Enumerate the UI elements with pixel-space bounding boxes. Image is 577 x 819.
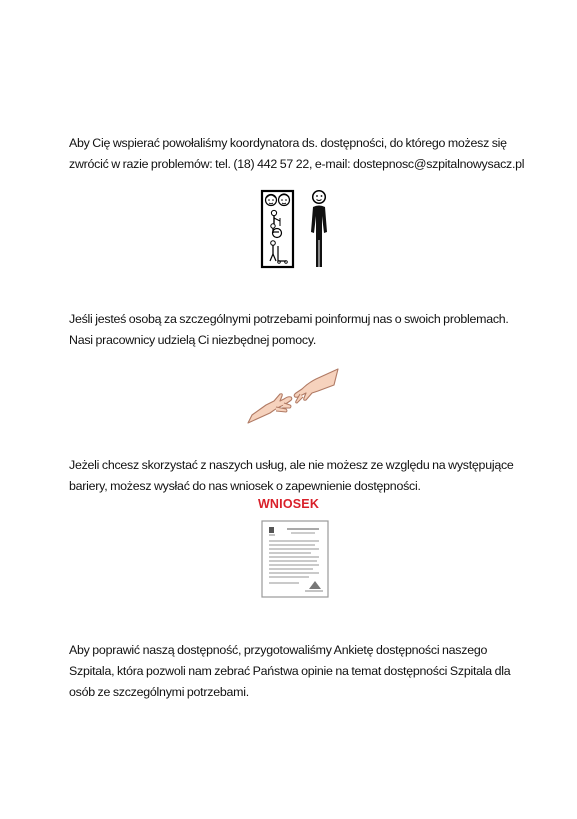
survey-paragraph [69, 640, 539, 703]
request-line-1: Jeżeli chcesz skorzystać z naszych usług, ale nie możesz ze względu na występujące [69, 458, 514, 472]
helping-hands-icon [246, 363, 342, 429]
coordinator-line-1: Aby Cię wspierać powołaliśmy koordynatora ds. dostępności, do którego możesz się [69, 136, 507, 150]
special-needs-paragraph [69, 309, 539, 351]
request-line-2: bariery, możesz wysłać do nas wniosek o zapewnienie dostępności. [69, 479, 421, 493]
application-form-document-icon [259, 519, 331, 599]
special-needs-line-1: Jeśli jesteś osobą za szczególnymi potrzebami poinformuj nas o swoich problemach. [69, 312, 509, 326]
coordinator-paragraph [69, 133, 539, 175]
request-paragraph [69, 455, 539, 497]
survey-line-2: Szpitala, która pozwoli nam zebrać Państwa opinie na temat dostępności Szpitala dla [69, 664, 511, 678]
disability-groups-and-person-icon [256, 188, 336, 270]
survey-line-1: Aby poprawić naszą dostępność, przygotowaliśmy Ankietę dostępności naszego [69, 643, 488, 657]
special-needs-line-2: Nasi pracownicy udzielą Ci niezbędnej pomocy. [69, 333, 317, 347]
coordinator-line-2: zwrócić w razie problemów: tel. (18) 442 57 22, e-mail: dostepnosc@szpitalnowysacz.pl [69, 157, 525, 171]
survey-line-3: osób ze szczególnymi potrzebami. [69, 685, 249, 699]
wniosek-heading: WNIOSEK [257, 497, 320, 511]
